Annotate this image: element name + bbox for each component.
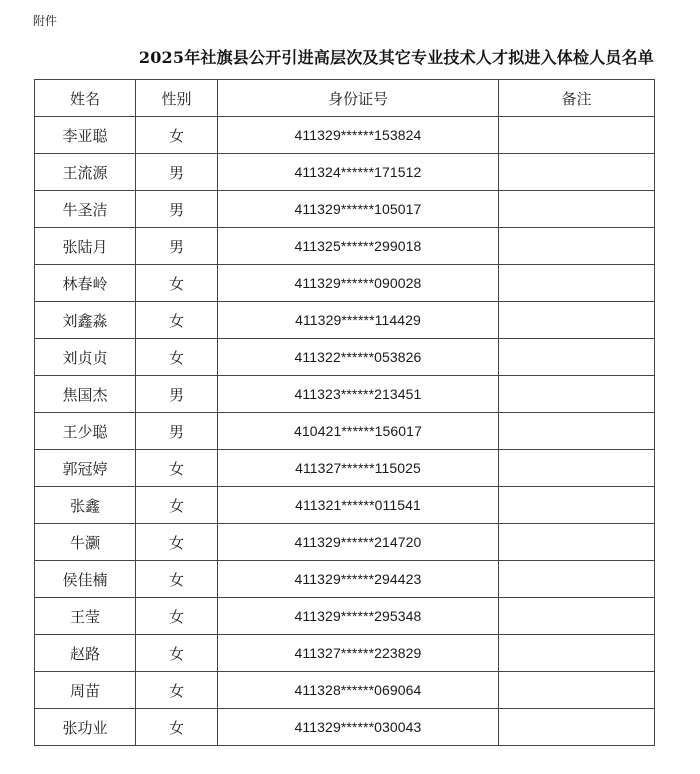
table-row [35,598,655,635]
cell-id-number: 411329******294423 [218,561,499,598]
cell-id-number: 411328******069064 [218,672,499,709]
header-row [35,80,655,117]
cell-remarks [499,413,655,450]
cell-name: 王莹 [35,598,136,635]
cell-id-number: 411329******114429 [218,302,499,339]
cell-remarks [499,154,655,191]
cell-gender: 女 [136,117,218,154]
cell-gender: 女 [136,450,218,487]
cell-name: 侯佳楠 [35,561,136,598]
cell-remarks [499,487,655,524]
cell-id-number: 411329******030043 [218,709,499,746]
cell-remarks [499,672,655,709]
table-row [35,228,655,265]
cell-name: 牛灏 [35,524,136,561]
cell-gender: 女 [136,487,218,524]
cell-remarks [499,635,655,672]
table-row [35,487,655,524]
cell-name: 牛圣洁 [35,191,136,228]
cell-gender: 男 [136,376,218,413]
cell-id-number: 411329******105017 [218,191,499,228]
cell-id-number: 411329******295348 [218,598,499,635]
cell-id-number: 411327******115025 [218,450,499,487]
cell-gender: 女 [136,709,218,746]
table-row [35,413,655,450]
cell-remarks [499,450,655,487]
header-remarks: 备注 [499,80,655,117]
cell-remarks [499,598,655,635]
cell-gender: 男 [136,228,218,265]
cell-id-number: 411324******171512 [218,154,499,191]
cell-remarks [499,709,655,746]
header-gender: 性别 [136,80,218,117]
cell-name: 赵路 [35,635,136,672]
cell-name: 张功业 [35,709,136,746]
cell-gender: 女 [136,339,218,376]
cell-remarks [499,265,655,302]
cell-name: 刘鑫淼 [35,302,136,339]
table-header [35,80,655,117]
table-row [35,376,655,413]
cell-name: 周苗 [35,672,136,709]
cell-remarks [499,191,655,228]
cell-id-number: 411323******213451 [218,376,499,413]
cell-id-number: 411329******090028 [218,265,499,302]
header-name: 姓名 [35,80,136,117]
cell-id-number: 410421******156017 [218,413,499,450]
table-row [35,339,655,376]
cell-gender: 女 [136,524,218,561]
cell-gender: 男 [136,154,218,191]
page-title: 2025年社旗县公开引进高层次及其它专业技术人才拟进入体检人员名单 [138,48,654,67]
attachment-label: 附件 [33,14,58,28]
candidate-table [34,79,655,746]
cell-name: 郭冠婷 [35,450,136,487]
cell-id-number: 411321******011541 [218,487,499,524]
table-row [35,561,655,598]
cell-gender: 女 [136,635,218,672]
cell-remarks [499,302,655,339]
cell-id-number: 411322******053826 [218,339,499,376]
cell-gender: 男 [136,413,218,450]
cell-remarks [499,561,655,598]
cell-id-number: 411329******153824 [218,117,499,154]
cell-gender: 女 [136,265,218,302]
cell-name: 林春岭 [35,265,136,302]
cell-gender: 女 [136,672,218,709]
cell-name: 王少聪 [35,413,136,450]
cell-id-number: 411325******299018 [218,228,499,265]
table-row [35,524,655,561]
cell-remarks [499,117,655,154]
cell-name: 王流源 [35,154,136,191]
cell-name: 李亚聪 [35,117,136,154]
header-id-number: 身份证号 [218,80,499,117]
table-row [35,450,655,487]
cell-id-number: 411327******223829 [218,635,499,672]
table-row [35,635,655,672]
table-row [35,154,655,191]
table-row [35,709,655,746]
cell-name: 刘贞贞 [35,339,136,376]
cell-name: 张鑫 [35,487,136,524]
cell-gender: 男 [136,191,218,228]
cell-remarks [499,524,655,561]
table-row [35,302,655,339]
table-row [35,191,655,228]
table-row [35,117,655,154]
cell-gender: 女 [136,302,218,339]
cell-id-number: 411329******214720 [218,524,499,561]
cell-remarks [499,376,655,413]
cell-name: 张陆月 [35,228,136,265]
cell-remarks [499,228,655,265]
cell-remarks [499,339,655,376]
cell-name: 焦国杰 [35,376,136,413]
cell-gender: 女 [136,598,218,635]
table-row [35,672,655,709]
table-body [35,117,655,746]
cell-gender: 女 [136,561,218,598]
table-row [35,265,655,302]
